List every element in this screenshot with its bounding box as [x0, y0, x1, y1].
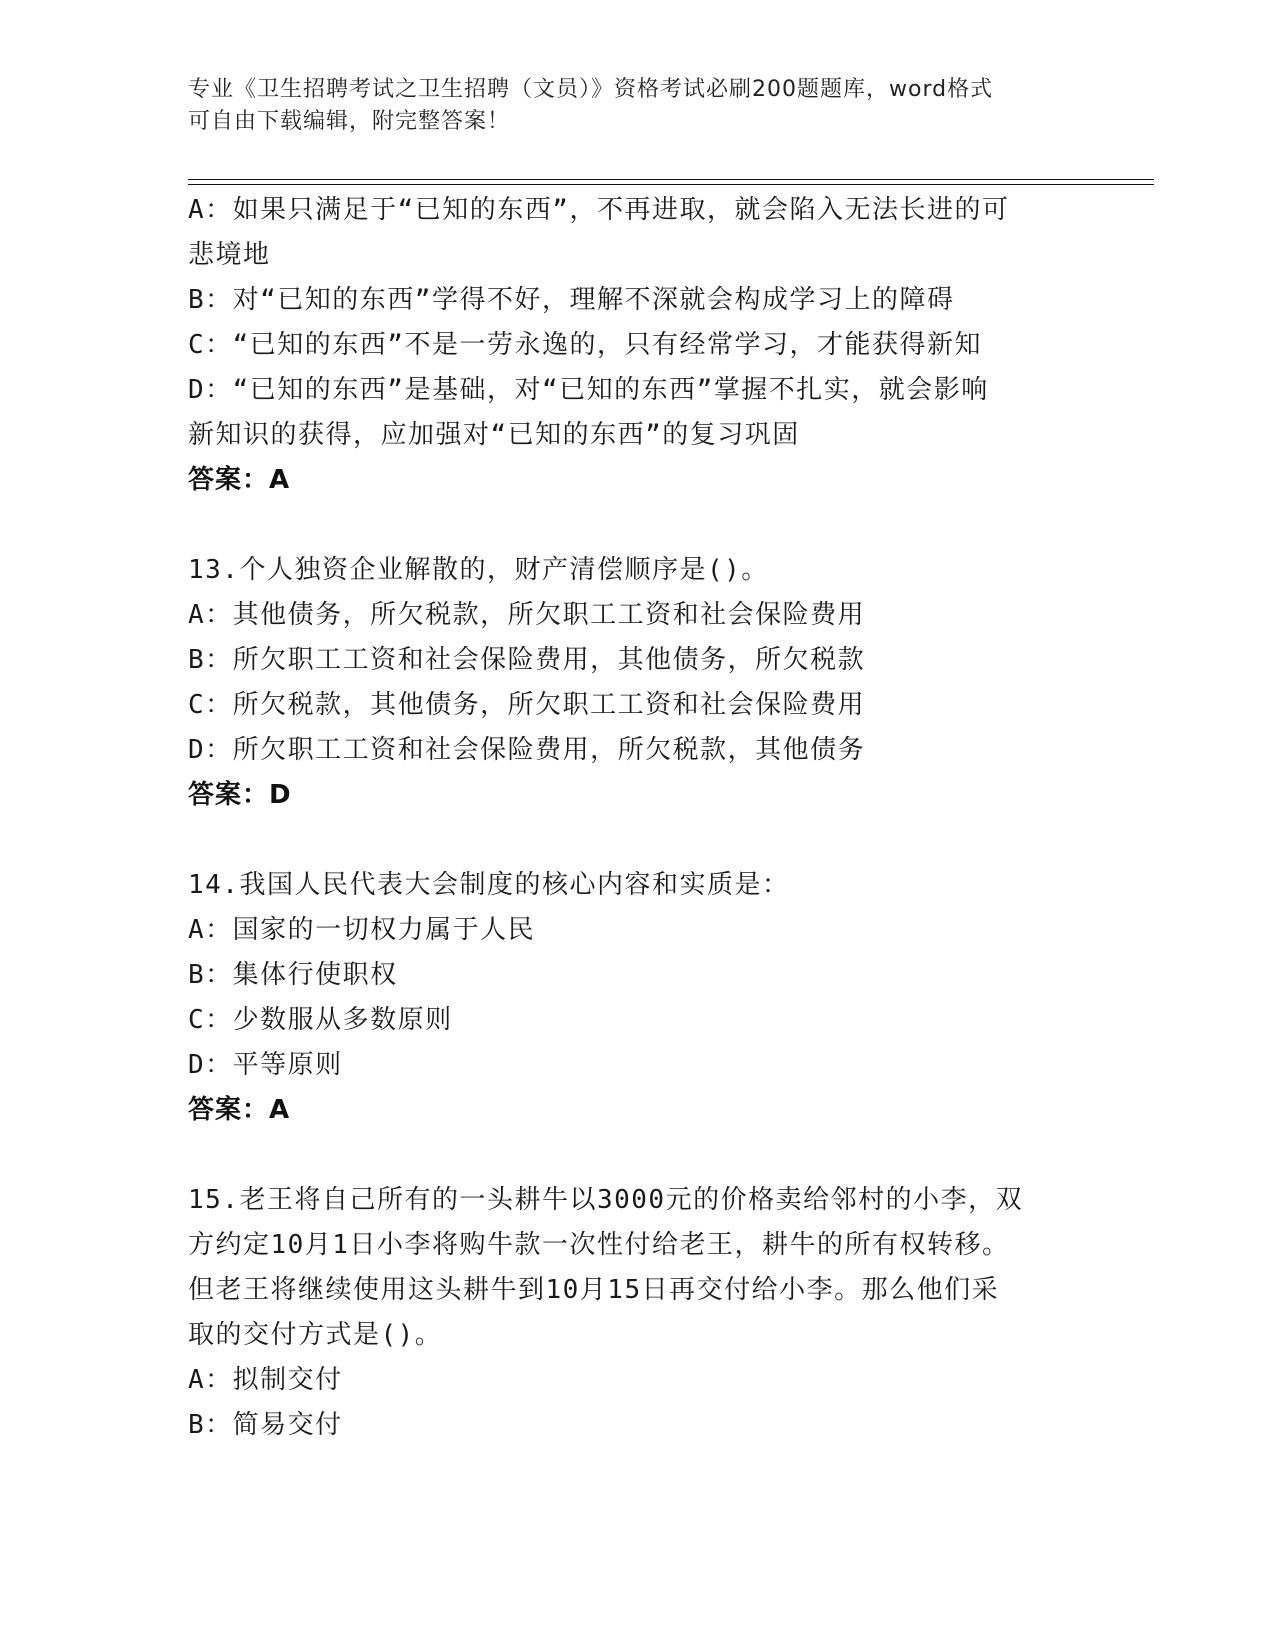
- option-a: A：如果只满足于“已知的东西”，不再进取，就会陷入无法长进的可: [188, 195, 1010, 225]
- spacer: [188, 503, 1088, 548]
- header-divider-top: [188, 179, 1154, 180]
- option-a: A：国家的一切权力属于人民: [188, 915, 536, 945]
- option-b: B：对“已知的东西”学得不好，理解不深就会构成学习上的障碍: [188, 285, 955, 315]
- question-15: [188, 1178, 1088, 1448]
- option-c: C：所欠税款，其他债务，所欠职工工资和社会保险费用: [188, 690, 866, 720]
- option-a-continued: 悲境地: [188, 240, 271, 270]
- option-d-continued: 新知识的获得，应加强对“已知的东西”的复习巩固: [188, 420, 800, 450]
- option-b: B：简易交付: [188, 1410, 343, 1440]
- option-a: A：其他债务，所欠税款，所欠职工工资和社会保险费用: [188, 600, 866, 630]
- option-c: C：“已知的东西”不是一劳永逸的，只有经常学习，才能获得新知: [188, 330, 982, 360]
- question-13: [188, 548, 1088, 818]
- option-d: D：“已知的东西”是基础，对“已知的东西”掌握不扎实，就会影响: [188, 375, 989, 405]
- option-b: B：所欠职工工资和社会保险费用，其他债务，所欠税款: [188, 645, 866, 675]
- option-d: D：平等原则: [188, 1050, 343, 1080]
- option-a: A：拟制交付: [188, 1365, 343, 1395]
- answer-label: 答案：A: [188, 465, 291, 495]
- answer-label: 答案：A: [188, 1095, 291, 1125]
- question-14: [188, 863, 1088, 1133]
- spacer: [188, 1133, 1088, 1178]
- page-header: [188, 74, 1088, 138]
- question-stem: 13.个人独资企业解散的，财产清偿顺序是()。: [188, 555, 769, 585]
- header-title-line-2: 可自由下载编辑，附完整答案！: [188, 109, 511, 134]
- question-stem: 14.我国人民代表大会制度的核心内容和实质是：: [188, 870, 790, 900]
- option-b: B：集体行使职权: [188, 960, 398, 990]
- option-c: C：少数服从多数原则: [188, 1005, 453, 1035]
- question-stem-continued: 方约定10月1日小李将购牛款一次性付给老王，耕牛的所有权转移。: [188, 1230, 1010, 1260]
- header-divider-bottom: [188, 184, 1154, 185]
- question-12-continued: [188, 188, 1088, 503]
- answer-label: 答案：D: [188, 780, 292, 810]
- question-stem: 15.老王将自己所有的一头耕牛以3000元的价格卖给邻村的小李，双: [188, 1185, 1024, 1215]
- header-title-line-1: 专业《卫生招聘考试之卫生招聘（文员）》资格考试必刷200题题库，word格式: [188, 77, 994, 102]
- spacer: [188, 818, 1088, 863]
- question-stem-continued: 取的交付方式是()。: [188, 1320, 443, 1350]
- option-d: D：所欠职工工资和社会保险费用，所欠税款，其他债务: [188, 735, 866, 765]
- question-list: [188, 188, 1088, 1448]
- question-stem-continued: 但老王将继续使用这头耕牛到10月15日再交付给小李。那么他们采: [188, 1275, 1000, 1305]
